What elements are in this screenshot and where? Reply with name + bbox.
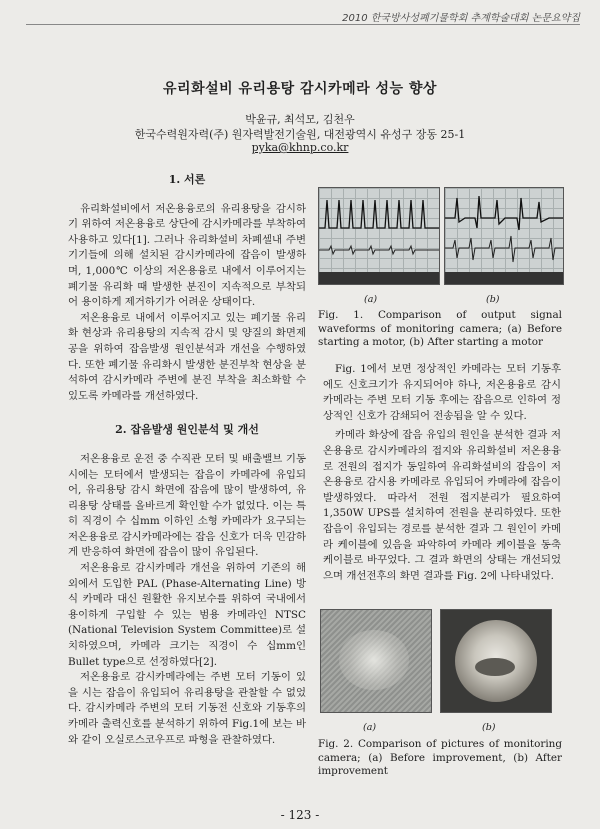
figure-2-label-a: (a) — [363, 722, 377, 733]
oscilloscope-waveform-a — [318, 187, 440, 285]
right-paragraph-2: 카메라 화상에 잡음 유입의 원인을 분석한 결과 저온용융로 감시카메라의 접지와 유리화설비 저온용융로 전원의 접지가 동일하여 유리화설비의 잡음이 저온용융로 감시용 카메라로 유입되어 카메라에 잡음이 발생하였다. 따라서 전원 접지분리가 필요하여 1,350W UPS를 설치하여 전원을 분리하였다. 또한 잡음이 유입되는 경로를 분석한 결과 그 원인이 카메라 케이블에 있음을 파악하여 카메라 케이블을 동축케이블로 바꾸었다. 그 결과 화면의 상태는 개선되었으며 개선전후의 화면 결과를 Fig. 2에 나타내었다. — [323, 429, 561, 582]
figure-1-label-a: (a) — [364, 294, 378, 305]
figure-2-caption: Fig. 2. Comparison of pictures of monitoring camera; (a) Before improvement, (b) After improvement — [318, 738, 562, 777]
conference-header: 2010 한국방사성폐기물학회 추계학술대회 논문요약집 — [342, 13, 580, 24]
camera-photo-after — [440, 609, 552, 713]
left-column — [68, 172, 306, 748]
figure-1-label-b: (b) — [486, 294, 500, 305]
figure-2-label-b: (b) — [482, 722, 496, 733]
paper-title: 유리화설비 유리용탕 감시카메라 성능 향상 — [163, 81, 437, 97]
email-link[interactable]: pyka@khnp.co.kr — [251, 141, 349, 154]
figure-1-caption: Fig. 1. Comparison of output signal waveforms of monitoring camera; (a) Before starting a motor, (b) After starting a motor — [318, 309, 562, 348]
intro-paragraph-1: 유리화설비에서 저온용융로의 유리용탕을 감시하기 위하여 저온용융로 상단에 감시카메라를 부착하여 사용하고 있다[1]. 그러나 유리화설비 차폐셀내 주변기기들에 의해 설치된 감시카메라에 잡음이 발생하며, 1,000℃ 이상의 저온용융로 내에서 이루어지는 폐기물 유리화 때 발생한 분진이 지속적으로 부착되어 용이하게 제거하기가 어려운 상태이다. — [68, 202, 306, 309]
noise-paragraph-1: 저온용융로 운전 중 수직관 모터 및 배출밸브 기동시에는 모터에서 발생되는 잡음이 카메라에 유입되어, 유리용탕 감시 화면에 잡음에 많이 발생하여, 유리용탕 상태를 올바르게 확인할 수가 없었다. 이는 특히 직경이 수 십mm 이하인 소형 카메라가 요구되는 저온용융로 감시카메라에는 잡음 신호가 더욱 민감하게 반응하여 화면에 잡음이 많이 유입된다. — [68, 452, 306, 559]
intro-paragraph-2: 저온용융로 내에서 이루어지고 있는 폐기물 유리화 현상과 유리용탕의 지속적 감시 및 양질의 화면제공을 위하여 잡음발생 원인분석과 개선을 수행하였다. 또한 폐기물 유리화시 발생한 분진부착 현상을 분석하여 감시카메라 주변에 분진 부착을 최소화할 수 있도록 카메라를 개선하였다. — [68, 311, 306, 402]
header-rule — [26, 24, 580, 25]
page-number: - 123 - — [280, 808, 320, 822]
noise-paragraph-2: 저온용융로 감시카메라 개선을 위하여 기존의 해외에서 도입한 PAL (Phase-Alternating Line) 방식 카메라 대신 원활한 유지보수를 위하여 국내에서 용이하게 구입할 수 있는 범용 카메라인 NTSC (National Television System Committee)로 설치하였으며, 카메라 크기는 직경이 수 십mm인 Bullet type으로 선정하였다[2]. — [68, 562, 306, 668]
section-heading-noise: 2. 잡음발생 원인분석 및 개선 — [115, 423, 259, 437]
author-list: 박윤규, 최석모, 김천우 — [245, 113, 355, 126]
noise-paragraph-3: 저온용융로 감시카메라에는 주변 모터 기동이 있을 시는 잡음이 유입되어 유리용탕을 관찰할 수 없었다. 감시카메라 주변의 모터 기동전 신호와 기동후의 카메라 출력신호를 분석하기 위하여 Fig.1에 보는 바와 같이 오실로스코우프로 파형을 관찰하였다. — [68, 671, 306, 746]
oscilloscope-waveform-b — [444, 187, 564, 285]
section-heading-intro: 1. 서론 — [168, 173, 206, 186]
right-paragraph-1: Fig. 1에서 보면 정상적인 카메라는 모터 기동후에도 신호크기가 유지되어야 하나, 저온용융로 감시 카메라는 주변 모터 기동 후에는 잡음으로 인하여 정상적인 신호가 감쇄되어 전송됨을 알 수 있다. — [323, 363, 561, 422]
camera-photo-before — [320, 609, 432, 713]
affiliation: 한국수력원자력(주) 원자력발전기술원, 대전광역시 유성구 장동 25-1 — [134, 128, 466, 141]
right-column — [323, 362, 561, 584]
